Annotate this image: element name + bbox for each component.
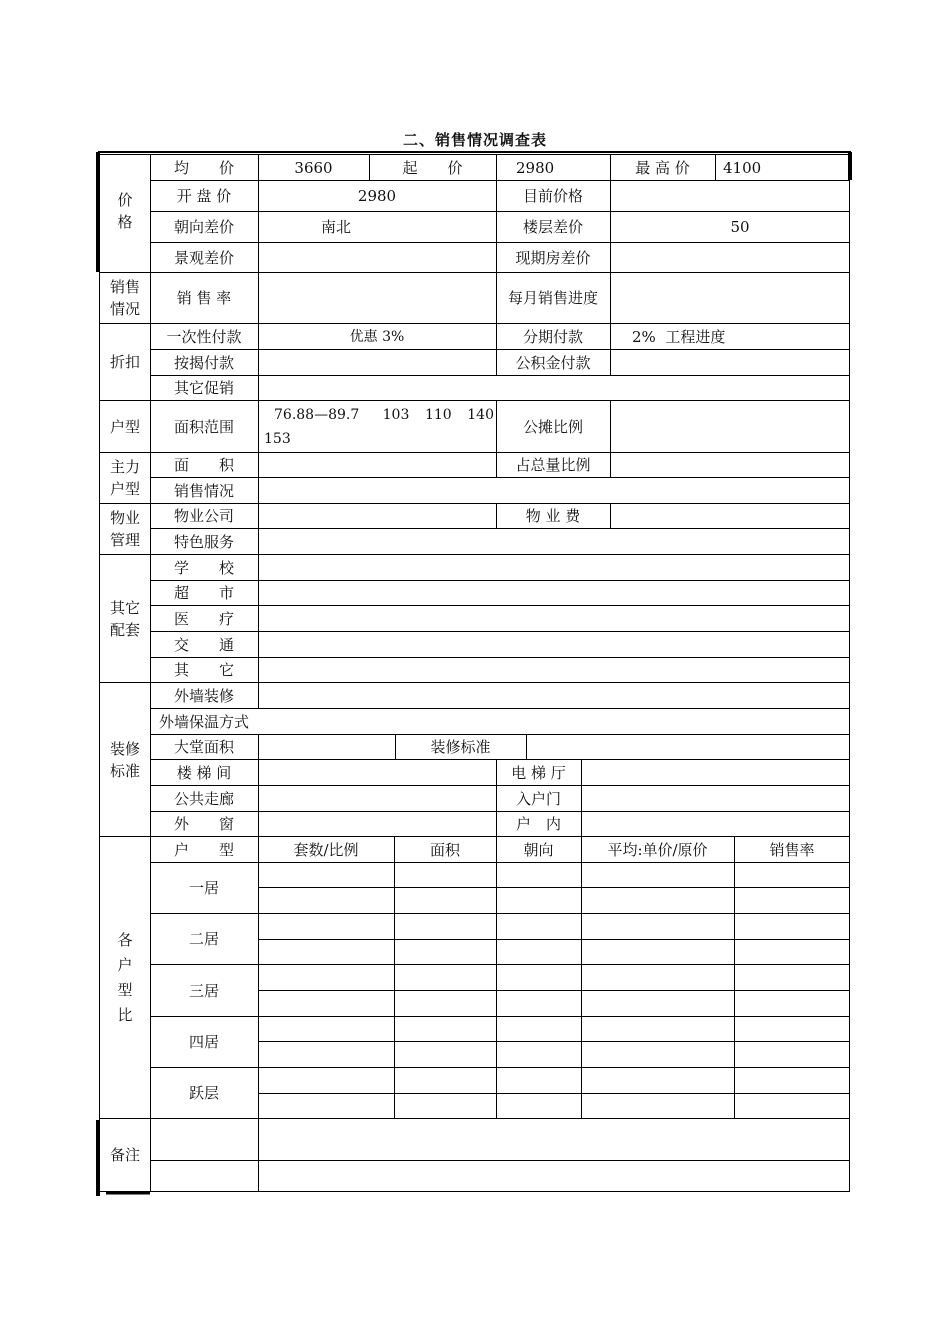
lobby-area-label: 大堂面积 (173, 738, 234, 756)
type-two-bedroom: 二居 (188, 930, 219, 948)
property-group-label: 物业 管理 (109, 509, 140, 549)
traffic-label: 交 通 (173, 635, 234, 654)
monthly-progress-label: 每月销售进度 (507, 289, 598, 307)
school-label: 学 校 (173, 558, 234, 577)
ratio-group-label: 各 户 型 比 (117, 930, 133, 1024)
corridor-label: 公共走廊 (173, 789, 234, 808)
main-sales-value[interactable] (258, 478, 850, 503)
area-range-value[interactable] (262, 401, 503, 452)
shared-ratio-value[interactable] (610, 401, 850, 452)
main-unit-group-label: 主力 户型 (109, 458, 140, 498)
discount-group-label: 折扣 (109, 353, 140, 371)
form-title: 二、销售情况调查表 (402, 131, 547, 149)
ratio-header-avg-price: 平均:单价/原价 (607, 840, 708, 859)
entry-door-label: 入户门 (515, 789, 561, 808)
property-fee-label: 物 业 费 (525, 507, 581, 525)
special-service-value[interactable] (258, 529, 850, 554)
area-range-label: 面积范围 (173, 417, 234, 436)
view-diff-label: 景观差价 (173, 248, 234, 267)
ratio-header-sales-rate: 销售率 (769, 840, 815, 859)
max-price-label: 最 高 价 (635, 158, 690, 177)
sales-rate-value[interactable] (258, 273, 496, 323)
view-diff-value[interactable] (258, 243, 496, 272)
insulation-label: 外墙保温方式 (158, 712, 249, 731)
other-promo-value[interactable] (258, 376, 850, 400)
unit-type-group-label: 户型 (109, 417, 140, 436)
installment-value[interactable]: 2% 工程进度 (632, 327, 726, 346)
mortgage-value[interactable] (258, 350, 496, 375)
housing-fund-label: 公积金付款 (515, 353, 591, 372)
avg-price-value[interactable]: 3660 (294, 158, 333, 177)
area-range-text: 76.88—89.7 103 110 140 153 (264, 406, 503, 447)
price-group-label: 价 格 (117, 191, 133, 231)
type-one-bedroom: 一居 (188, 879, 219, 897)
other-promo-label: 其它促销 (173, 379, 234, 397)
special-service-label: 特色服务 (173, 532, 234, 551)
finish-standard-label: 装修标准 (430, 738, 491, 756)
stairwell-label: 楼 梯 间 (176, 763, 232, 782)
open-price-value[interactable]: 2980 (357, 187, 397, 205)
lump-sum-label: 一次性付款 (166, 327, 242, 346)
indoor-label: 户 内 (515, 815, 561, 833)
remarks-field[interactable] (258, 1119, 850, 1191)
max-price-value[interactable]: 4100 (723, 158, 762, 177)
elevator-hall-label: 电 梯 厅 (511, 763, 566, 782)
ratio-header-type: 户 型 (173, 840, 234, 859)
facility-other-label: 其 它 (173, 661, 234, 679)
property-fee-value[interactable] (610, 504, 850, 528)
mortgage-label: 按揭付款 (173, 353, 234, 372)
start-price-value[interactable]: 2980 (516, 158, 555, 177)
type-four-bedroom: 四居 (188, 1033, 219, 1051)
supermarket-label: 超 市 (173, 584, 234, 602)
ratio-header-area: 面积 (429, 840, 460, 859)
avg-price-label: 均 价 (173, 158, 234, 177)
housing-fund-value[interactable] (610, 350, 850, 375)
remarks-label: 备注 (109, 1146, 140, 1164)
monthly-progress-value[interactable] (610, 273, 850, 323)
open-price-label: 开 盘 价 (176, 187, 232, 205)
installment-label: 分期付款 (522, 327, 583, 346)
spot-diff-label: 现期房差价 (515, 248, 591, 267)
type-three-bedroom: 三居 (188, 981, 219, 1000)
current-price-value[interactable] (610, 181, 850, 211)
start-price-label: 起 价 (402, 158, 463, 177)
total-ratio-label: 占总量比例 (515, 456, 591, 474)
ratio-header-count: 套数/比例 (293, 840, 359, 859)
decoration-group-label: 装修 标准 (109, 739, 140, 780)
floor-diff-label: 楼层差价 (522, 218, 583, 236)
shared-ratio-label: 公摊比例 (522, 417, 583, 436)
facilities-group-label: 其它 配套 (109, 598, 140, 639)
window-label: 外 窗 (173, 815, 234, 833)
ratio-header-orientation: 朝向 (523, 840, 554, 859)
total-ratio-value[interactable] (610, 453, 850, 477)
medical-label: 医 疗 (173, 609, 234, 628)
sales-group-label: 销售 情况 (109, 278, 140, 318)
lump-sum-value[interactable]: 优惠 3% (349, 328, 405, 345)
sales-rate-label: 销 售 率 (176, 289, 232, 307)
property-company-label: 物业公司 (173, 507, 234, 525)
floor-diff-value[interactable]: 50 (730, 218, 750, 236)
main-area-value[interactable] (258, 453, 496, 477)
orientation-diff-label: 朝向差价 (173, 218, 234, 236)
spot-diff-value[interactable] (610, 243, 850, 272)
main-sales-label: 销售情况 (173, 481, 234, 500)
exterior-finish-label: 外墙装修 (173, 686, 234, 705)
orientation-diff-value[interactable]: 南北 (320, 218, 351, 236)
main-area-label: 面 积 (173, 456, 234, 474)
property-company-value[interactable] (258, 504, 496, 528)
current-price-label: 目前价格 (522, 187, 583, 205)
type-duplex: 跃层 (188, 1084, 219, 1102)
